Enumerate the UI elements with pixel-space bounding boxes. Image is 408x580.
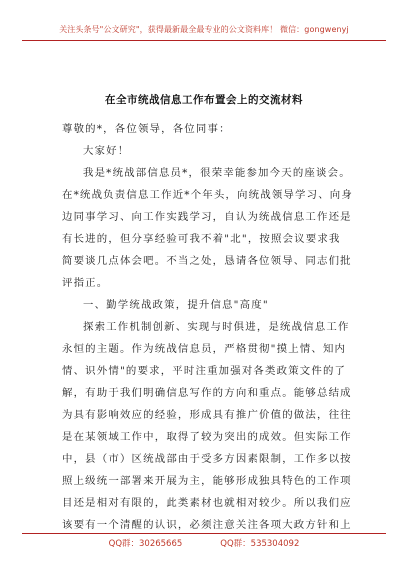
body-line: 目还是相对有限的，此类素材也就相对较少。所以我们应 (62, 497, 352, 509)
body-line: 中，县（市）区统战部由于受多方因素限制，工作多以按 (62, 453, 352, 465)
greeting: 大家好！ (83, 145, 130, 157)
footer-contacts (22, 537, 386, 549)
header-text: 关注头条号"公文研究"，获得最新最全最专业的公文资料库！ 微信：gongwenyj (59, 25, 349, 34)
page-footer (22, 533, 386, 550)
footer-qq-group-2: QQ群：535304092 (220, 539, 300, 549)
page-header (22, 18, 386, 41)
body-line: 为具有影响效应的经验，形成具有推广价值的做法，往往 (62, 409, 352, 421)
salutation: 尊敬的*，各位领导，各位同事： (62, 123, 231, 135)
document-title: 在全市统战信息工作布置会上的交流材料 (105, 94, 303, 106)
body-line: 在*统战负责信息工作近*个年头，向统战领导学习、向身 (62, 189, 353, 201)
body-line: 有长进的，但分享经验可我不着"北"，按照会议要求我 (62, 233, 341, 245)
footer-qq-group-1: QQ群：30265665 (108, 539, 183, 549)
document-body (62, 118, 358, 536)
body-line: 永恒的主题。作为统战信息员，严格贯彻"摸上情、知内 (62, 343, 347, 355)
body-line: 边同事学习、向工作实践学习，自认为统战信息工作还是 (62, 211, 352, 223)
body-line: 是在某领域工作中，取得了较为突出的成效。但实际工作 (62, 431, 352, 443)
body-line: 照上级统一部署来开展为主，能够形成独具特色的工作项 (62, 475, 352, 487)
body-line: 该要有一个清醒的认识，必须注意关注各项大政方针和上 (62, 519, 352, 531)
body-line: 情、识外情"的要求，平时注重加强对各类政策文件的了 (62, 365, 347, 377)
body-line: 我是*统战部信息员*，很荣幸能参加今天的座谈会。 (83, 167, 351, 179)
section-heading: 一、勤学统战政策，提升信息"高度" (83, 299, 269, 311)
body-line: 评指正。 (62, 277, 109, 289)
body-line: 探索工作机制创新、实现与时俱进，是统战信息工作 (83, 321, 350, 333)
body-line: 解，有助于我们明确信息写作的方向和重点。能够总结成 (62, 387, 352, 399)
body-line: 简要谈几点体会吧。不当之处，恳请各位领导、同志们批 (62, 255, 352, 267)
